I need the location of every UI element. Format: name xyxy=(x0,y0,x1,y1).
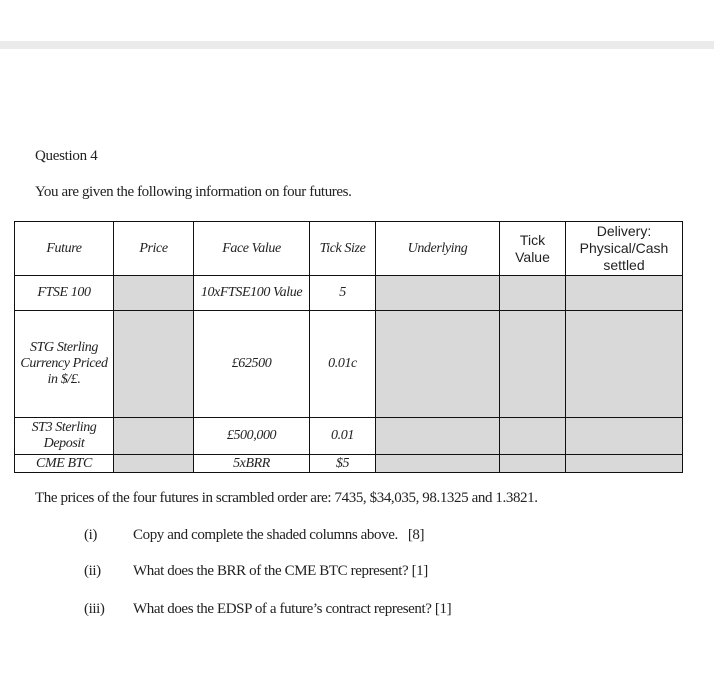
cell-tick-value-shaded xyxy=(500,311,566,418)
cell-delivery-shaded xyxy=(566,276,683,311)
cell-tick-size: 0.01 xyxy=(310,418,376,455)
header-underlying: Underlying xyxy=(376,222,500,276)
prices-text: The prices of the four futures in scrambled order are: 7435, $34,035, 98.1325 and 1.3821. xyxy=(35,490,538,506)
cell-underlying-shaded xyxy=(376,276,500,311)
cell-face-value: £500,000 xyxy=(194,418,310,455)
item-number: (ii) xyxy=(84,563,101,579)
cell-future: CME BTC xyxy=(15,455,114,473)
table-header-row xyxy=(15,222,683,276)
cell-underlying-shaded xyxy=(376,455,500,473)
cell-face-value: 10xFTSE100 Value xyxy=(194,276,310,311)
cell-future: STG Sterling Currency Priced in $/£. xyxy=(15,311,114,418)
cell-tick-value-shaded xyxy=(500,276,566,311)
cell-tick-value-shaded xyxy=(500,455,566,473)
futures-table xyxy=(14,221,683,473)
cell-price-shaded xyxy=(114,418,194,455)
table-row xyxy=(15,311,683,418)
question-title: Question 4 xyxy=(35,148,98,164)
item-number: (i) xyxy=(84,527,97,543)
cell-face-value: £62500 xyxy=(194,311,310,418)
table-row xyxy=(15,418,683,455)
item-text: What does the BRR of the CME BTC represent? [1] xyxy=(133,563,428,579)
cell-delivery-shaded xyxy=(566,418,683,455)
cell-face-value: 5xBRR xyxy=(194,455,310,473)
cell-underlying-shaded xyxy=(376,311,500,418)
cell-delivery-shaded xyxy=(566,311,683,418)
cell-delivery-shaded xyxy=(566,455,683,473)
item-marks: [8] xyxy=(407,527,425,543)
cell-price-shaded xyxy=(114,276,194,311)
cell-tick-size: $5 xyxy=(310,455,376,473)
intro-text: You are given the following information on four futures. xyxy=(35,184,352,200)
item-text: What does the EDSP of a future’s contract represent? [1] xyxy=(133,601,452,617)
cell-future: ST3 Sterling Deposit xyxy=(15,418,114,455)
header-delivery: Delivery: Physical/Cash settled xyxy=(566,222,683,276)
header-price: Price xyxy=(114,222,194,276)
header-tick-size: Tick Size xyxy=(310,222,376,276)
cell-price-shaded xyxy=(114,455,194,473)
top-bar xyxy=(0,41,714,49)
header-tick-value: Tick Value xyxy=(500,222,566,276)
cell-future: FTSE 100 xyxy=(15,276,114,311)
cell-underlying-shaded xyxy=(376,418,500,455)
table-row xyxy=(15,276,683,311)
item-text: Copy and complete the shaded columns above. xyxy=(133,527,398,543)
cell-tick-size: 0.01c xyxy=(310,311,376,418)
cell-tick-size: 5 xyxy=(310,276,376,311)
cell-tick-value-shaded xyxy=(500,418,566,455)
table-row xyxy=(15,455,683,473)
cell-price-shaded xyxy=(114,311,194,418)
header-future: Future xyxy=(15,222,114,276)
header-face-value: Face Value xyxy=(194,222,310,276)
item-number: (iii) xyxy=(84,601,105,617)
